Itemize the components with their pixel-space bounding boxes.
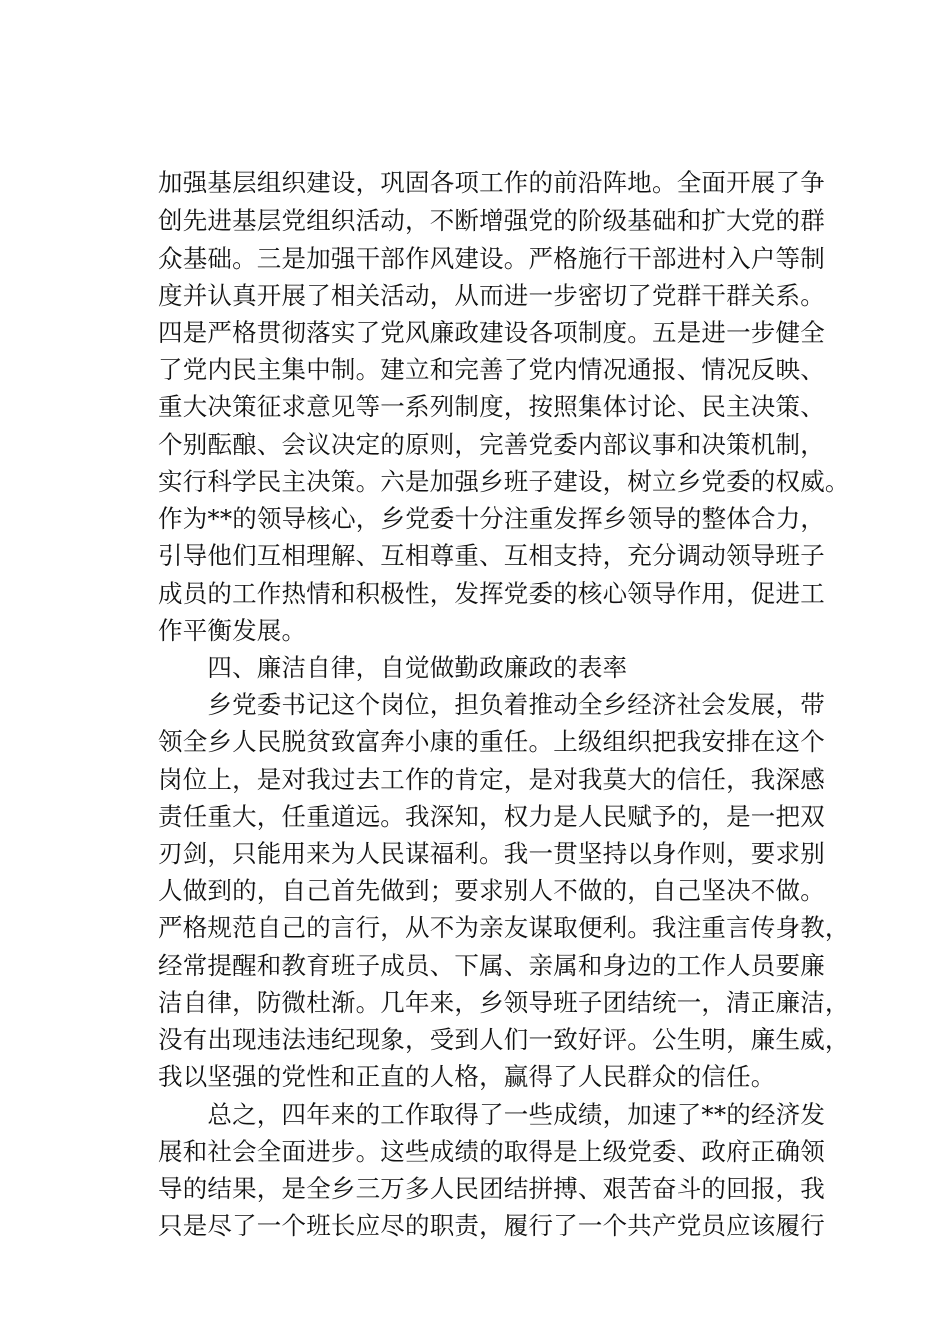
text-line: 刃剑，只能用来为人民谋福利。我一贯坚持以身作则，要求别 <box>158 839 825 868</box>
text-line: 重大决策征求意见等一系列制度，按照集体讨论、民主决策、 <box>158 392 825 421</box>
text-line: 没有出现违法违纪现象，受到人们一致好评。公生明，廉生威， <box>158 1025 850 1054</box>
text-line: 作为**的领导核心，乡党委十分注重发挥乡领导的整体合力， <box>158 504 826 533</box>
text-line: 洁自律，防微杜渐。几年来，乡领导班子团结统一，清正廉洁， <box>158 988 850 1017</box>
text-line: 经常提醒和教育班子成员、下属、亲属和身边的工作人员要廉 <box>158 951 825 980</box>
text-line: 严格规范自己的言行，从不为亲友谋取便利。我注重言传身教， <box>158 913 850 942</box>
text-line: 人做到的，自己首先做到；要求别人不做的，自己坚决不做。 <box>158 876 825 905</box>
text-line: 了党内民主集中制。建立和完善了党内情况通报、情况反映、 <box>158 355 825 384</box>
text-line: 责任重大，任重道远。我深知，权力是人民赋予的，是一把双 <box>158 802 825 831</box>
text-line: 展和社会全面进步。这些成绩的取得是上级党委、政府正确领 <box>158 1137 825 1166</box>
text-line: 加强基层组织建设，巩固各项工作的前沿阵地。全面开展了争 <box>158 168 825 197</box>
text-line: 作平衡发展。 <box>158 616 307 645</box>
text-line: 导的结果，是全乡三万多人民团结拼搏、艰苦奋斗的回报，我 <box>158 1174 825 1203</box>
text-line: 众基础。三是加强干部作风建设。严格施行干部进村入户等制 <box>158 244 825 273</box>
section-heading: 四、廉洁自律，自觉做勤政廉政的表率 <box>158 653 628 682</box>
text-line: 岗位上，是对我过去工作的肯定，是对我莫大的信任，我深感 <box>158 765 825 794</box>
text-line: 引导他们互相理解、互相尊重、互相支持，充分调动领导班子 <box>158 541 825 570</box>
text-line: 领全乡人民脱贫致富奔小康的重任。上级组织把我安排在这个 <box>158 727 825 756</box>
text-line: 四是严格贯彻落实了党风廉政建设各项制度。五是进一步健全 <box>158 318 825 347</box>
text-line: 度并认真开展了相关活动，从而进一步密切了党群干群关系。 <box>158 281 825 310</box>
text-line: 创先进基层党组织活动，不断增强党的阶级基础和扩大党的群 <box>158 206 825 235</box>
text-line: 总之，四年来的工作取得了一些成绩，加速了**的经济发 <box>158 1100 826 1129</box>
text-line: 实行科学民主决策。六是加强乡班子建设，树立乡党委的权威。 <box>158 467 850 496</box>
text-line: 乡党委书记这个岗位，担负着推动全乡经济社会发展，带 <box>158 690 825 719</box>
text-line: 个别酝酿、会议决定的原则，完善党委内部议事和决策机制， <box>158 430 825 459</box>
text-line: 只是尽了一个班长应尽的职责，履行了一个共产党员应该履行 <box>158 1211 825 1240</box>
text-line: 成员的工作热情和积极性，发挥党委的核心领导作用，促进工 <box>158 579 825 608</box>
text-line: 我以坚强的党性和正直的人格，赢得了人民群众的信任。 <box>158 1062 776 1091</box>
